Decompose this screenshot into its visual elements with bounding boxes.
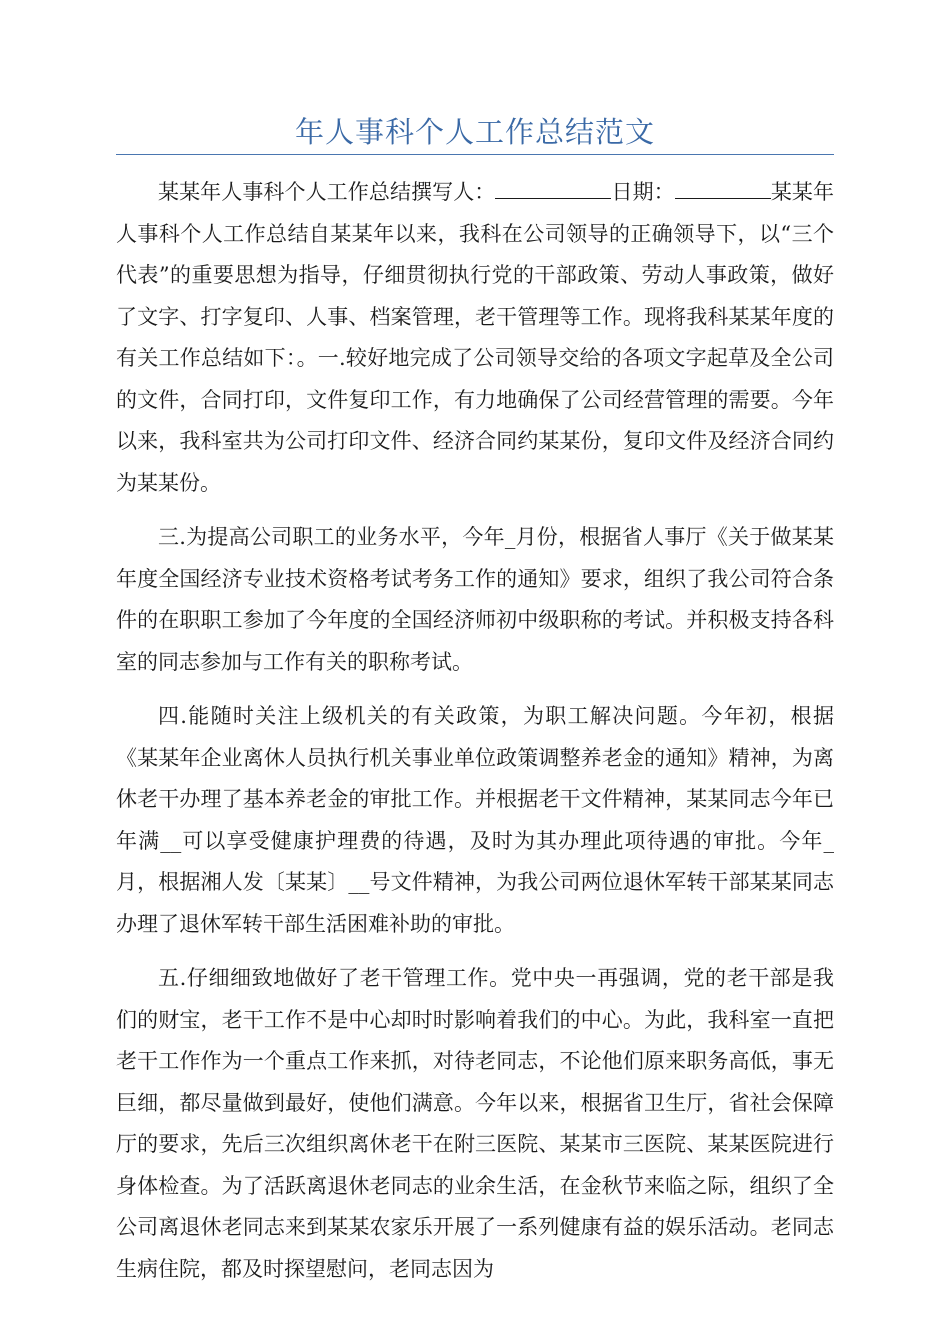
paragraph-section-4: 四.能随时关注上级机关的有关政策，为职工解决问题。今年初，根据《某某年企业离休人员执行机关事业单位政策调整养老金的通知》精神，为离休老干办理了基本养老金的审批工作。并根据老干文件精神，某某同志今年已年满__可以享受健康护理费的待遇，及时为其办理此项待遇的审批。今年_月，根据湘人发〔某某〕__号文件精神，为我公司两位退休军转干部某某同志办理了退休军转干部生活困难补助的审批。 [116, 704, 834, 936]
paragraph-text: 某某年人事科个人工作总结自某某年以来，我科在公司领导的正确领导下，以“三个代表”的重要思想为指导，仔细贯彻执行党的干部政策、劳动人事政策，做好了文字、打字复印、人事、档案管理，老干管理等工作。现将我科某某年度的有关工作总结如下：。一.较好地完成了公司领导交给的各项文字起草及全公司的文件，合同打印，文件复印工作，有力地确保了公司经营管理的需要。今年以来，我科室共为公司打印文件、经济合同约某某份，复印文件及经济合同约为某某份。 [116, 180, 835, 495]
document-title: 年人事科个人工作总结范文 [294, 115, 655, 149]
date-blank [675, 176, 771, 199]
paragraph-section-3: 三.为提高公司职工的业务水平，今年_月份，根据省人事厅《关于做某某年度全国经济专业技术资格考试考务工作的通知》要求，组织了我公司符合条件的在职职工参加了今年度的全国经济师初中级职称的考试。并积极支持各科室的同志参加与工作有关的职称考试。 [116, 525, 834, 674]
date-label: 日期： [611, 180, 675, 204]
author-label: 某某年人事科个人工作总结撰写人： [158, 180, 496, 204]
author-blank [495, 176, 611, 199]
document-body [116, 172, 834, 1290]
paragraph-section-5: 五.仔细细致地做好了老干管理工作。党中央一再强调，党的老干部是我们的财宝，老干工作不是中心却时时影响着我们的中心。为此，我科室一直把老干工作作为一个重点工作来抓，对待老同志，不论他们原来职务高低，事无巨细，都尽量做到最好，使他们满意。今年以来，根据省卫生厅，省社会保障厅的要求，先后三次组织离休老干在附三医院、某某市三医院、某某医院进行身体检查。为了活跃离退休老同志的业余生活，在金秋节来临之际，组织了全公司离退休老同志来到某某农家乐开展了一系列健康有益的娱乐活动。老同志生病住院，都及时探望慰问，老同志因为 [116, 966, 834, 1281]
title-underline [116, 154, 834, 155]
paragraph-intro [116, 172, 834, 504]
